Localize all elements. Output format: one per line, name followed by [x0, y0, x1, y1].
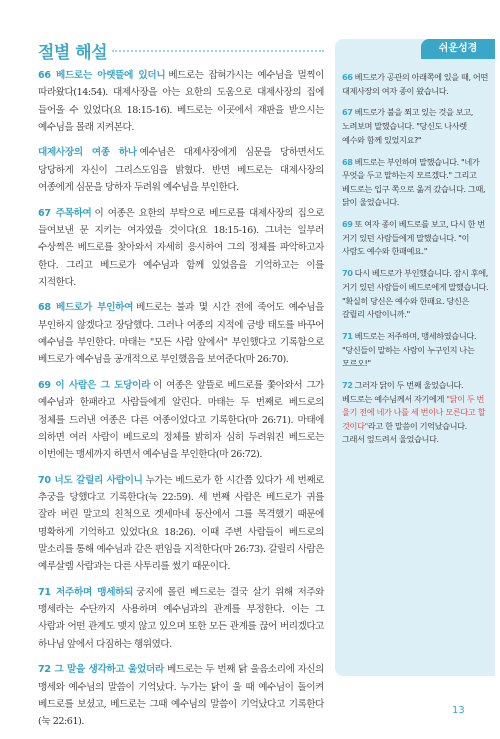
commentary-paragraph [38, 144, 324, 196]
verse-number: 72 [342, 380, 353, 391]
verse-text: 라고 한 말씀이 기억났습니다. 그래서 엎드려서 울었습니다. [342, 420, 467, 445]
easy-bible-sidebar [335, 39, 495, 676]
commentary-paragraph [38, 205, 324, 291]
sidebar-verse [342, 71, 489, 98]
commentary-paragraph [38, 661, 324, 730]
verse-heading: 69 이 사람은 그 도당이라 [38, 379, 151, 391]
verse-text: 베드로는 부인하며 말했습니다. "네가 무엇을 두고 말하는지 모르겠다." 그리고 베드로는 입구 쪽으로 옮겨 갔습니다. 그때, 닭이 울었습니다. [342, 156, 486, 208]
commentary-paragraph [38, 67, 324, 136]
page-title: 절별 해설 [38, 43, 108, 63]
title-divider [112, 50, 324, 52]
verse-heading: 70 너도 갈릴리 사람이니 [38, 474, 143, 486]
commentary-text: 이 여종은 요한의 부탁으로 베드로를 대제사장의 집으로 들여보낸 문 지키는 여자였을 것이다(요 18:15-16). 그녀는 일부러 수상쩍은 베드로를 찾아와서 자세히 응시하여 그의 정체를 파악하고자 한다. 그리고 베드로가 예수님과 함께 있었음을 기억하고는 이를 지적한다. [38, 207, 324, 288]
verse-heading: 72 그 말을 생각하고 울었더라 [38, 664, 164, 676]
verse-text: 다시 베드로가 부인했습니다. 잠시 후에, 거기 있던 사람들이 베드로에게 말했습니다. "확실히 당신은 예수와 한패요. 당신은 갈릴리 사람이니까." [342, 268, 489, 320]
verse-text: 또 여자 종이 베드로를 보고, 다시 한 번 거기 있던 사람들에게 말했습니다. "이 사람도 예수와 한패예요." [342, 219, 485, 257]
verse-heading: 71 저주하며 맹세하되 [38, 586, 134, 598]
commentary-column [38, 67, 324, 739]
sidebar-tab-label: 쉬운성경 [421, 39, 495, 59]
commentary-text: 궁지에 몰린 베드로는 결국 살기 위해 저주와 맹세라는 수단까지 사용하며 예수님과의 관계를 부정한다. 이는 그 사람과 어떤 관계도 맺지 않고 있으며 또한 모든 관계를 끊어 버리겠다고 하나님 앞에서 다짐하는 행위였다. [38, 586, 324, 650]
sidebar-verse [342, 106, 489, 147]
highlighted-quote: "닭이 두 번 울기 전에 네가 나를 세 번이나 모른다고 할 것이다" [342, 393, 486, 431]
sidebar-verse [342, 379, 489, 447]
commentary-text: 베드로는 잡혀가시는 예수님을 멀찍이 따라왔다(14:54). 대제사장을 아는 요한의 도움으로 대제사장의 집에 들어올 수 있었다(요 18:15-16). 베드로는 이곳에서 재판을 받으시는 예수님을 몰래 지켜본다. [38, 70, 324, 133]
verse-number: 70 [342, 268, 353, 279]
commentary-paragraph [38, 377, 324, 463]
verse-text: 그러자 닭이 두 번째 울었습니다. 베드로는 예수님께서 자기에게 [342, 380, 464, 404]
sidebar-verse [342, 330, 489, 371]
commentary-paragraph [38, 584, 324, 653]
verse-number: 67 [342, 107, 353, 118]
sidebar-verse [342, 267, 489, 321]
commentary-paragraph [38, 472, 324, 576]
verse-heading: 대제사장의 여종 하나 [38, 147, 137, 159]
verse-number: 69 [342, 219, 353, 230]
verse-heading: 68 베드로가 부인하여 [38, 302, 134, 314]
commentary-paragraph [38, 299, 324, 368]
sidebar-verse [342, 156, 489, 210]
verse-heading: 67 주목하여 [38, 207, 92, 219]
page-number: 13 [452, 705, 465, 716]
commentary-text: 예수님은 대제사장에게 심문을 당하면서도 당당하게 자신이 그리스도임을 밝혔다. 반면 베드로는 대제사장의 여종에게 심문을 당하자 두려워 예수님을 부인한다. [38, 147, 324, 194]
sidebar-verse [342, 218, 489, 259]
commentary-text: 베드로는 두 번째 닭 울음소리에 자신의 맹세와 예수님의 말씀이 기억났다. 누가는 닭이 울 때 예수님이 돌이켜 베드로를 보셨고, 베드로는 그때 예수님의 말씀이 기억났다고 기록한다(눅 22:61). [38, 664, 324, 728]
commentary-text: 이 여종은 앞뜰로 베드로를 쫓아와서 그가 예수님과 한패라고 사람들에게 알린다. 마태는 두 번째로 베드로의 정체를 드러낸 여종은 다른 여종이었다고 기록한다(마 26:71). 마태에 의하면 여러 사람이 베드로의 정체를 밝히자 심히 두려워진 베드로는 이번에는 맹세까지 하면서 예수님을 부인한다(마 26:72). [38, 379, 324, 461]
verse-heading: 66 베드로는 아랫뜰에 있더니 [38, 70, 166, 81]
verse-text: 베드로가 불을 쬐고 있는 것을 보고, 노려보며 말했습니다. "당신도 나사렛 예수와 함께 있었지요?" [342, 107, 473, 145]
verse-text: 베드로는 저주하며, 맹세하였습니다. "당신들이 말하는 사람이 누구인지 나는 모르오!" [342, 330, 477, 369]
verse-number: 66 [342, 72, 353, 82]
commentary-text: 누가는 베드로가 한 시간쯤 있다가 세 번째로 추궁을 당했다고 기록한다(눅 22:59). 세 번째 사람은 베드로가 귀를 잘라 버린 말고의 친척으로 겟세마네 동산에서 그를 목격했기 때문에 명확하게 기억하고 있었다(요 18:26). 이때 주변 사람들이 베드로의 말소리를 통해 예수님과 같은 편임을 지적한다(마 26:73). 갈릴리 사람은 예루살렘 사람과는 다른 사투리를 썼기 때문이다. [38, 474, 324, 573]
sidebar-verses [342, 71, 489, 455]
verse-text: 베드로가 공관의 아래쪽에 있을 때, 어떤 대제사장의 여자 종이 왔습니다. [342, 72, 488, 96]
commentary-text: 베드로는 불과 몇 시간 전에 죽어도 예수님을 부인하지 않겠다고 장담했다. 그러나 여종의 지적에 금방 태도를 바꾸어 예수님을 부인한다. 마태는 "모든 사람 앞에서" 부인했다고 기록함으로 베드로가 예수님을 공개적으로 부인했음을 보여준다(마 26:70). [38, 302, 324, 366]
verse-number: 68 [342, 156, 353, 167]
verse-number: 71 [342, 330, 353, 341]
